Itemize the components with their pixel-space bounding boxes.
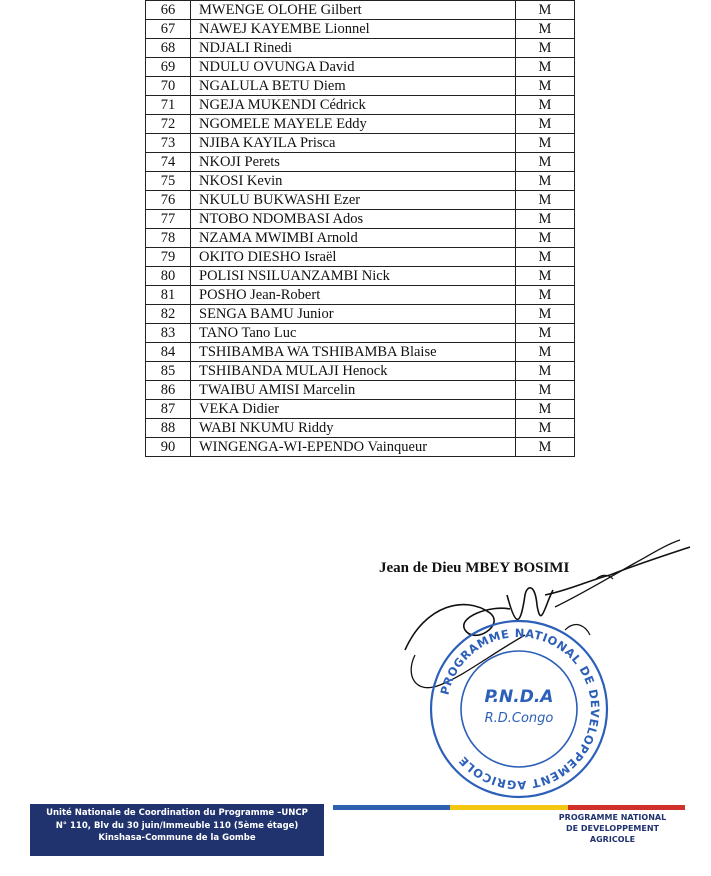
table-row bbox=[146, 229, 575, 248]
row-name: WINGENGA-WI-EPENDO Vainqueur bbox=[191, 438, 516, 457]
row-number: 71 bbox=[146, 96, 191, 115]
table-row bbox=[146, 267, 575, 286]
row-sex: M bbox=[516, 96, 575, 115]
row-number: 78 bbox=[146, 229, 191, 248]
footer-office-line: Unité Nationale de Coordination du Programme –UNCP bbox=[46, 808, 308, 818]
row-number: 73 bbox=[146, 134, 191, 153]
row-sex: M bbox=[516, 191, 575, 210]
row-number: 67 bbox=[146, 20, 191, 39]
stamp-center-line2: R.D.Congo bbox=[484, 711, 554, 726]
row-number: 79 bbox=[146, 248, 191, 267]
row-sex: M bbox=[516, 381, 575, 400]
row-number: 75 bbox=[146, 172, 191, 191]
row-number: 81 bbox=[146, 286, 191, 305]
table-row bbox=[146, 20, 575, 39]
row-number: 74 bbox=[146, 153, 191, 172]
stamp-outer-ring bbox=[431, 621, 607, 797]
stamp-ring-text: PROGRAMME NATIONAL DE DEVELOPPEMENT AGRICOLE bbox=[437, 625, 603, 793]
row-name: TSHIBANDA MULAJI Henock bbox=[191, 362, 516, 381]
row-sex: M bbox=[516, 286, 575, 305]
program-name-line: DE DEVELOPPEMENT bbox=[565, 824, 660, 833]
row-sex: M bbox=[516, 419, 575, 438]
table-row bbox=[146, 343, 575, 362]
row-name: SENGA BAMU Junior bbox=[191, 305, 516, 324]
footer-office-line: N° 110, Blv du 30 juin/Immeuble 110 (5ème étage) bbox=[55, 820, 299, 831]
row-name: NGOMELE MAYELE Eddy bbox=[191, 115, 516, 134]
row-name: VEKA Didier bbox=[191, 400, 516, 419]
row-name: TSHIBAMBA WA TSHIBAMBA Blaise bbox=[191, 343, 516, 362]
row-sex: M bbox=[516, 172, 575, 191]
table-row bbox=[146, 39, 575, 58]
row-sex: M bbox=[516, 115, 575, 134]
row-name: TANO Tano Luc bbox=[191, 324, 516, 343]
flag-band-red bbox=[568, 805, 685, 810]
table-row bbox=[146, 248, 575, 267]
row-sex: M bbox=[516, 1, 575, 20]
row-name: NTOBO NDOMBASI Ados bbox=[191, 210, 516, 229]
row-name: MWENGE OLOHE Gilbert bbox=[191, 1, 516, 20]
table-row bbox=[146, 115, 575, 134]
row-number: 83 bbox=[146, 324, 191, 343]
flag-band-blue bbox=[333, 805, 450, 810]
row-sex: M bbox=[516, 324, 575, 343]
row-name: NZAMA MWIMBI Arnold bbox=[191, 229, 516, 248]
table-row bbox=[146, 400, 575, 419]
row-name: NDJALI Rinedi bbox=[191, 39, 516, 58]
row-sex: M bbox=[516, 343, 575, 362]
stamp-center-line1: P.N.D.A bbox=[484, 687, 554, 707]
row-name: POLISI NSILUANZAMBI Nick bbox=[191, 267, 516, 286]
row-number: 85 bbox=[146, 362, 191, 381]
row-sex: M bbox=[516, 134, 575, 153]
row-sex: M bbox=[516, 20, 575, 39]
table-row bbox=[146, 134, 575, 153]
table-row bbox=[146, 381, 575, 400]
roster-body bbox=[146, 1, 575, 457]
row-sex: M bbox=[516, 153, 575, 172]
row-number: 82 bbox=[146, 305, 191, 324]
program-name-line: PROGRAMME NATIONAL bbox=[558, 813, 667, 822]
row-name: NKULU BUKWASHI Ezer bbox=[191, 191, 516, 210]
row-number: 88 bbox=[146, 419, 191, 438]
row-sex: M bbox=[516, 210, 575, 229]
row-sex: M bbox=[516, 39, 575, 58]
table-row bbox=[146, 286, 575, 305]
row-number: 90 bbox=[146, 438, 191, 457]
row-number: 66 bbox=[146, 1, 191, 20]
row-sex: M bbox=[516, 305, 575, 324]
row-name: TWAIBU AMISI Marcelin bbox=[191, 381, 516, 400]
roster-table bbox=[145, 0, 575, 457]
row-number: 86 bbox=[146, 381, 191, 400]
row-number: 76 bbox=[146, 191, 191, 210]
row-number: 84 bbox=[146, 343, 191, 362]
row-sex: M bbox=[516, 362, 575, 381]
official-stamp bbox=[428, 618, 610, 800]
row-sex: M bbox=[516, 400, 575, 419]
flag-band-yellow bbox=[450, 805, 567, 810]
table-row bbox=[146, 58, 575, 77]
row-number: 69 bbox=[146, 58, 191, 77]
table-row bbox=[146, 153, 575, 172]
program-name-line: AGRICOLE bbox=[589, 835, 636, 844]
row-name: NAWEJ KAYEMBE Lionnel bbox=[191, 20, 516, 39]
row-number: 80 bbox=[146, 267, 191, 286]
signatory-name: Jean de Dieu MBEY BOSIMI bbox=[379, 560, 570, 576]
table-row bbox=[146, 1, 575, 20]
row-name: POSHO Jean-Robert bbox=[191, 286, 516, 305]
row-name: NGALULA BETU Diem bbox=[191, 77, 516, 96]
stamp-inner-ring bbox=[461, 651, 577, 767]
row-number: 72 bbox=[146, 115, 191, 134]
table-row bbox=[146, 96, 575, 115]
table-row bbox=[146, 305, 575, 324]
row-number: 70 bbox=[146, 77, 191, 96]
program-name-block bbox=[520, 812, 705, 845]
row-name: NKOJI Perets bbox=[191, 153, 516, 172]
row-name: WABI NKUMU Riddy bbox=[191, 419, 516, 438]
footer-address-block bbox=[30, 804, 324, 856]
flag-color-band bbox=[333, 805, 685, 810]
row-sex: M bbox=[516, 267, 575, 286]
row-name: NKOSI Kevin bbox=[191, 172, 516, 191]
row-name: NDULU OVUNGA David bbox=[191, 58, 516, 77]
row-number: 68 bbox=[146, 39, 191, 58]
row-sex: M bbox=[516, 229, 575, 248]
table-row bbox=[146, 324, 575, 343]
table-row bbox=[146, 362, 575, 381]
row-name: NGEJA MUKENDI Cédrick bbox=[191, 96, 516, 115]
row-sex: M bbox=[516, 77, 575, 96]
table-row bbox=[146, 210, 575, 229]
row-name: NJIBA KAYILA Prisca bbox=[191, 134, 516, 153]
row-sex: M bbox=[516, 58, 575, 77]
row-number: 87 bbox=[146, 400, 191, 419]
row-number: 77 bbox=[146, 210, 191, 229]
table-row bbox=[146, 419, 575, 438]
table-row bbox=[146, 172, 575, 191]
row-sex: M bbox=[516, 248, 575, 267]
row-name: OKITO DIESHO Israël bbox=[191, 248, 516, 267]
table-row bbox=[146, 438, 575, 457]
table-row bbox=[146, 77, 575, 96]
row-sex: M bbox=[516, 438, 575, 457]
table-row bbox=[146, 191, 575, 210]
footer-office-line: Kinshasa-Commune de la Gombe bbox=[98, 833, 256, 843]
